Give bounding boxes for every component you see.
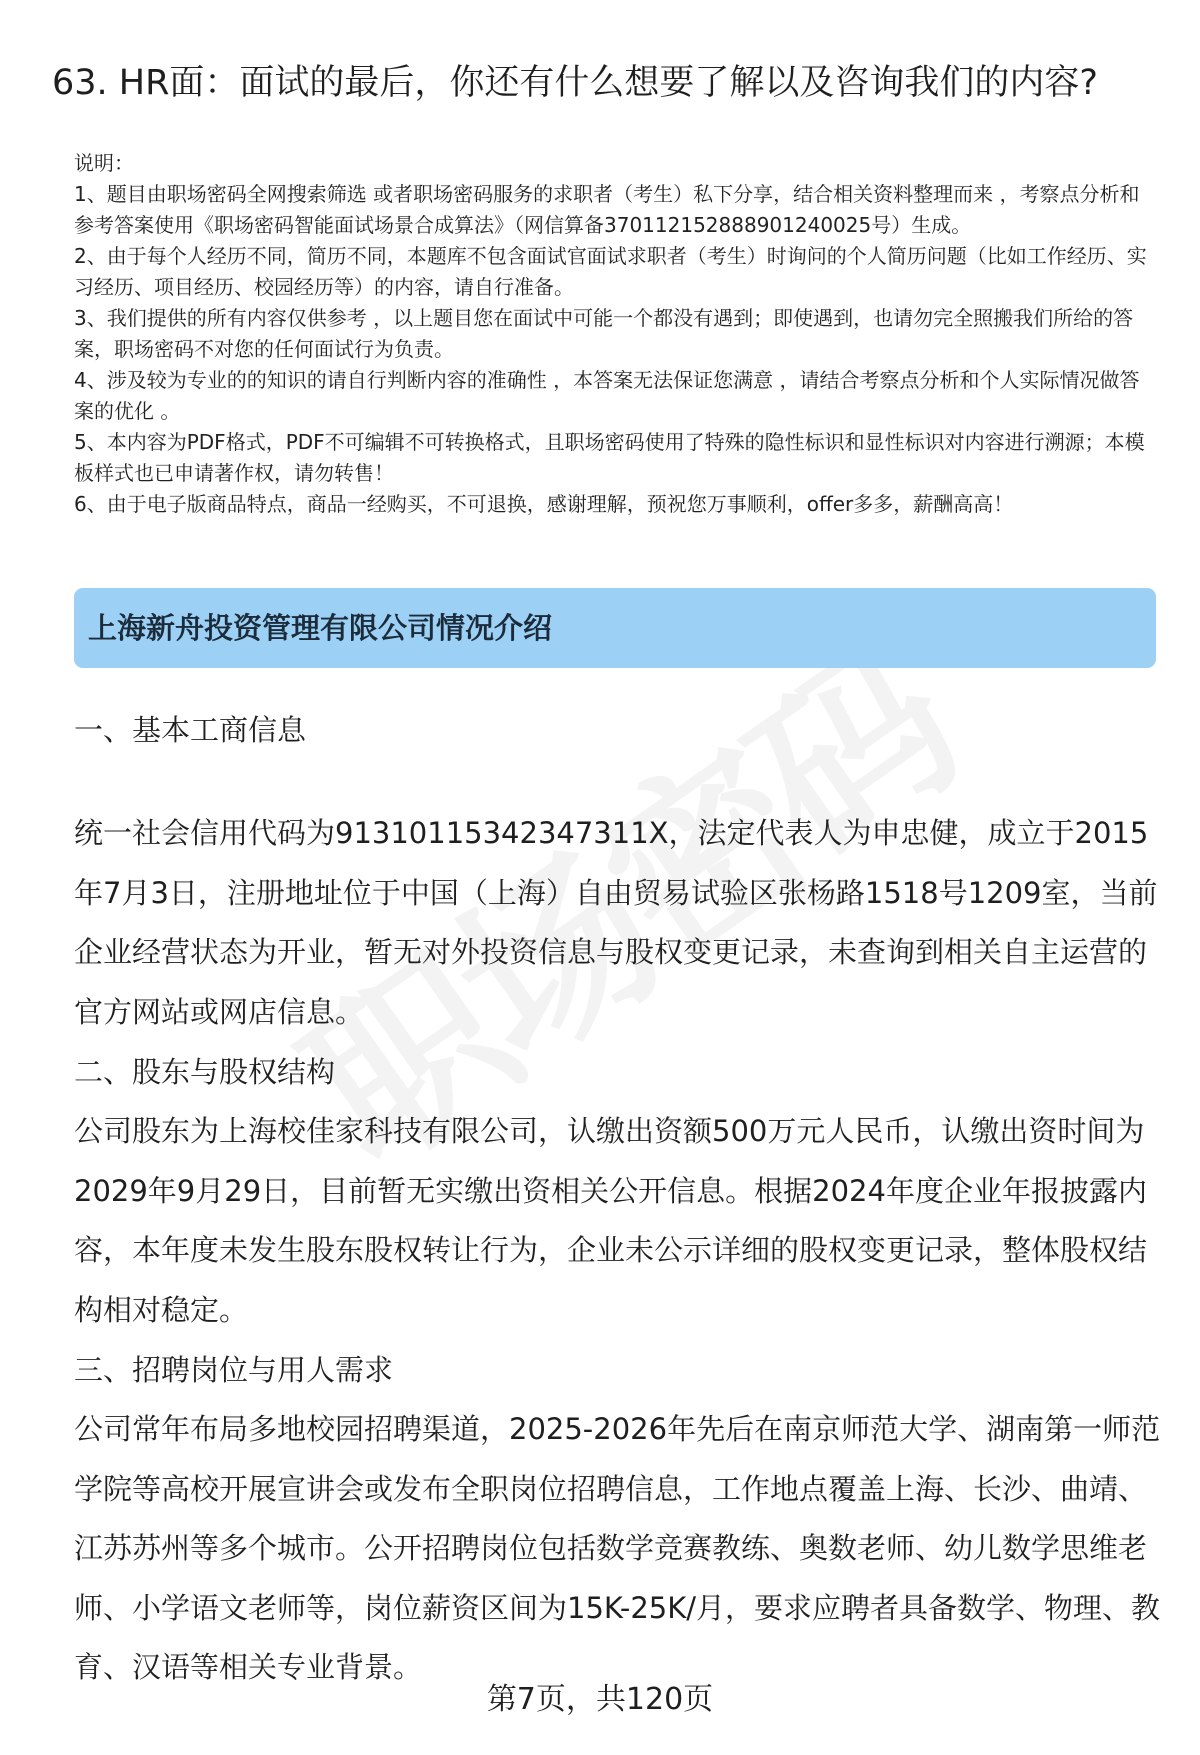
notes-item: 1、题目由职场密码全网搜索筛选 或者职场密码服务的求职者（考生）私下分享，结合相关资料整理而来 ，考察点分析和参考答案使用《职场密码智能面试场景合成算法》（网信算备370112152888901240025号）生成。 xyxy=(74,182,1140,237)
company-content xyxy=(74,700,1164,1698)
section-body-basic-info: 统一社会信用代码为91310115342347311X，法定代表人为申忠健，成立于2015年7月3日，注册地址位于中国（上海）自由贸易试验区张杨路1518号1209室，当前企业经营状态为开业，暂无对外投资信息与股权变更记录，未查询到相关自主运营的官方网站或网店信息。 xyxy=(74,816,1158,1029)
company-banner-title: 上海新舟投资管理有限公司情况介绍 xyxy=(88,611,553,645)
section-heading-recruitment: 三、招聘岗位与用人需求 xyxy=(74,1353,394,1387)
notes-item: 4、涉及较为专业的的知识的请自行判断内容的准确性 ，本答案无法保证您满意 ，请结合考察点分析和个人实际情况做答案的优化 。 xyxy=(74,368,1140,423)
question-title: 63. HR面：面试的最后，你还有什么想要了解以及咨询我们的内容? xyxy=(52,63,1099,103)
section-body-recruitment: 公司常年布局多地校园招聘渠道，2025-2026年先后在南京师范大学、湖南第一师范学院等高校开展宣讲会或发布全职岗位招聘信息，工作地点覆盖上海、长沙、曲靖、江苏苏州等多个城市。公开招聘岗位包括数学竞赛教练、奥数老师、幼儿数学思维老师、小学语文老师等，岗位薪资区间为15K-25K/月，要求应聘者具备数学、物理、教育、汉语等相关专业背景。 xyxy=(74,1412,1161,1684)
notes-item: 5、本内容为PDF格式，PDF不可编辑不可转换格式，且职场密码使用了特殊的隐性标识和显性标识对内容进行溯源；本模板样式也已申请著作权，请勿转售！ xyxy=(74,430,1145,485)
section-body-shareholders: 公司股东为上海校佳家科技有限公司，认缴出资额500万元人民币，认缴出资时间为2029年9月29日，目前暂无实缴出资相关公开信息。根据2024年度企业年报披露内容，本年度未发生股东股权转让行为，企业未公示详细的股权变更记录，整体股权结构相对稳定。 xyxy=(74,1114,1148,1327)
section-heading-basic-info: 一、基本工商信息 xyxy=(74,713,307,747)
notes-item: 6、由于电子版商品特点，商品一经购买，不可退换，感谢理解，预祝您万事顺利，offer多多，薪酬高高！ xyxy=(74,492,1014,516)
section-heading-shareholders: 二、股东与股权结构 xyxy=(74,1055,336,1089)
notes-heading: 说明： xyxy=(74,151,134,175)
page-number: 第7页，共120页 xyxy=(486,1682,714,1717)
notes-item: 3、我们提供的所有内容仅供参考 ，以上题目您在面试中可能一个都没有遇到；即使遇到，也请勿完全照搬我们所给的答案，职场密码不对您的任何面试行为负责。 xyxy=(74,306,1134,361)
notes-block xyxy=(74,148,1159,520)
section-spacer xyxy=(74,760,1164,804)
company-banner xyxy=(74,588,1156,668)
notes-item: 2、由于每个人经历不同，简历不同，本题库不包含面试官面试求职者（考生）时询问的个人简历问题（比如工作经历、实习经历、项目经历、校园经历等）的内容，请自行准备。 xyxy=(74,244,1147,299)
